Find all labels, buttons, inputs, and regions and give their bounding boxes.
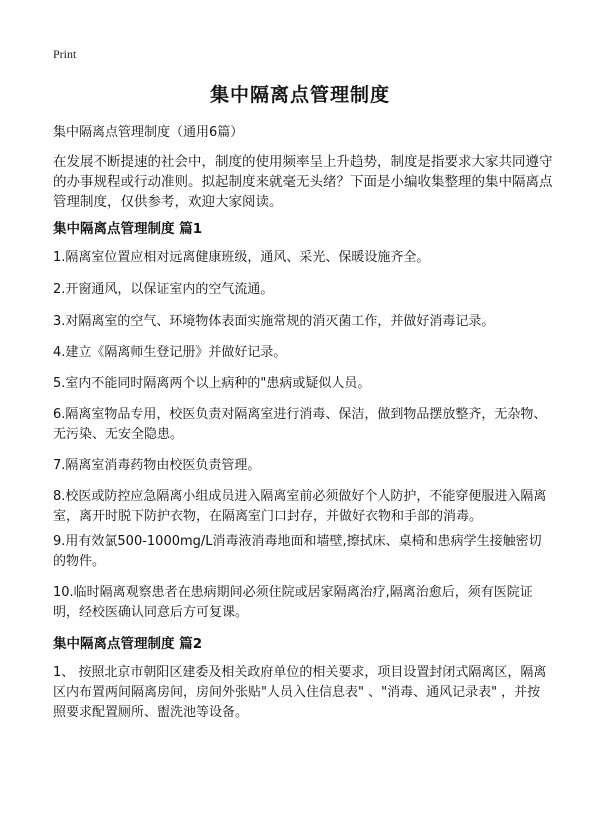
list-item: 8.校医或防控应急隔离小组成员进入隔离室前必须做好个人防护，不能穿便服进入隔离室，离开时脱下防护衣物，在隔离室门口封存，并做好衣物和手部的消毒。 bbox=[53, 489, 547, 524]
list-item: 1.隔离室位置应相对远离健康班级，通风、采光、保暖设施齐全。 bbox=[53, 250, 430, 265]
document-subtitle: 集中隔离点管理制度（通用6篇） bbox=[53, 125, 244, 140]
list-item: 6.隔离室物品专用，校医负责对隔离室进行消毒、保洁，做到物品摆放整齐，无杂物、无污染、无安全隐患。 bbox=[53, 407, 547, 442]
page-title: 集中隔离点管理制度 bbox=[209, 84, 390, 106]
list-item: 5.室内不能同时隔离两个以上病种的"患病或疑似人员。 bbox=[53, 376, 371, 391]
print-label[interactable]: Print bbox=[53, 47, 77, 61]
list-item: 9.用有效氯500-1000mg/L消毒液消毒地面和墙壁,擦拭床、桌椅和患病学生接触密切的物件。 bbox=[53, 534, 542, 569]
list-item: 2.开窗通风，以保证室内的空气流通。 bbox=[53, 282, 274, 297]
list-item: 10.临时隔离观察患者在患病期间必须住院或居家隔离治疗,隔离治愈后，须有医院证明，经校医确认同意后方可复课。 bbox=[53, 585, 533, 620]
list-item: 3.对隔离室的空气、环境物体表面实施常规的消灭菌工作，并做好消毒记录。 bbox=[53, 314, 495, 329]
intro-paragraph: 在发展不断提速的社会中，制度的使用频率呈上升趋势，制度是指要求大家共同遵守的办事规程或行动准则。拟起制度来就毫无头绪？下面是小编收集整理的集中隔离点管理制度，仅供参考，欢迎大家阅读。 bbox=[53, 154, 553, 210]
section-heading-1: 集中隔离点管理制度 篇1 bbox=[53, 221, 203, 237]
list-item: 4.建立《隔离师生登记册》并做好记录。 bbox=[53, 345, 287, 360]
list-item: 7.隔离室消毒药物由校医负责管理。 bbox=[53, 458, 261, 473]
section-heading-2: 集中隔离点管理制度 篇2 bbox=[53, 636, 203, 652]
list-item: 1、 按照北京市朝阳区建委及相关政府单位的相关要求，项目设置封闭式隔离区，隔离区内布置两间隔离房间，房间外张贴"人员入住信息表" 、"消毒、通风记录表" ，并按照要求配置厕所、盥洗池等设备。 bbox=[53, 665, 547, 720]
